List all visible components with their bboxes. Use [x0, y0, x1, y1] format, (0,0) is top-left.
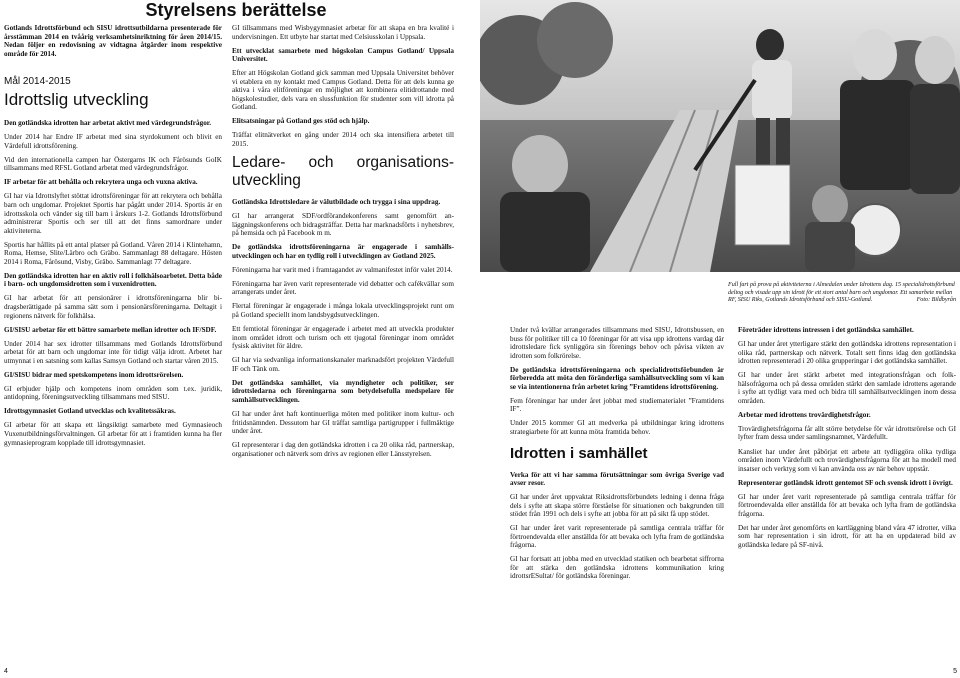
paragraph: Efter att Högskolan Gotland gick samman med Uppsala Universitet behöver vi etablera en ny kontakt med Campus Gotland. Detta för att dels kunna ge aktiva i våra elitföreningar en möjlighet att kombinera elitidrottande med högskolestudier, dels vara en slussfunktion för studenter som vill idrotta på Gotland. — [232, 69, 454, 112]
column-1 — [4, 24, 222, 453]
subheading: De gotländska idrottsföreningarna och specialidrottsförbunden är förberedda att möta den föränderliga samhällsutveckling som vi kan se via intentionerna från arbetet kring ”Framtidens idrottsförening. — [510, 365, 724, 391]
paragraph: GI arbetar för att skapa ett långsiktigt samarbete med Gymnasieoch Vuxenutbildningsförvaltningen. GI arbetar för att i framtiden kunna ha fler gymnasieprogram kopplade till idrottsgymnasiet. — [4, 421, 222, 447]
paragraph: GI har under året varit representerade på samtliga centrala träffar för förtroendevalda eller anställda för att bevaka och lyfta fram de gotländska frågorna. — [510, 524, 724, 550]
subheading: Idrottsgymnasiet Gotland utvecklas och kvalitetssäkras. — [4, 407, 176, 416]
paragraph: Kansliet har under året påbörjat ett arbete att tydliggöra olika tydliga områden inom Värdefullt och trovärdighetsfrågorna för att ha modell med insatser och verktyg som vi kan använda oss av när behov uppstår. — [738, 447, 956, 473]
paragraph: GI har under året haft kontinuerliga möten med politiker inom kultur- och fritidsnämnden. Dessutom har GI träffat samtliga partigrupper i fullmäktige under året. — [232, 409, 454, 436]
subheading: Elitsatsningar på Gotland ges stöd och hjälp. — [232, 117, 370, 126]
subheading: Representerar gotländsk idrott gentemot SF och svensk idrott i övrigt. — [738, 478, 953, 487]
intro-text: Gotlands Idrottsförbund och SISU idrottsutbildarna presenterade för årsstämman 2014 en tvåårig verksamhetsinriktning för åren 2014/15. Nedan följer en redovisning av vidtagna åtgärder inom respektive område för 2014. — [4, 24, 222, 58]
paragraph: GI har under året varit representerade på samtliga centrala träffar för förtroendevalda eller anställda för att bevaka och lyfta fram de gotländska frågorna. — [738, 492, 956, 518]
paragraph: Det har under året genomförts en kartläggning bland våra 47 idrotter, vilka som har representation i sin idrott, för att ha en uppdaterad bild av gotländska ledare på SF-nivå. — [738, 523, 956, 549]
section-heading-ledare: Ledare- och organisationsutveckling — [232, 154, 454, 190]
subheading: Den gotländska idrotten har en aktiv roll i folkhälsoarbetet. Detta både i barn- och ungdomsidrotten som i vuxenidrotten. — [4, 271, 222, 289]
page-number-right: 5 — [953, 668, 957, 675]
paragraph: GI har via sedvanliga informationskanaler marknadsfört projekten Värdefull IF och Tänk om. — [232, 356, 454, 373]
paragraph: GI tillsammans med Wisbygymnasiet arbetar för att skapa en bra kvalité i undervisningen. Ett utbyte har startat med Celsiusskolan i Uppsala. — [232, 24, 454, 41]
page-number-left: 4 — [4, 668, 8, 675]
subheading: GI/SISU bidrar med spetskompetens inom idrottsrörelsen. — [4, 370, 184, 379]
column-2 — [232, 24, 454, 464]
section-heading-idrotten: Idrotten i samhället — [510, 444, 648, 462]
subheading: GI/SISU arbetar för ett bättre samarbete mellan idrotter och IF/SDF. — [4, 325, 217, 334]
subheading: Den gotländska idrotten har arbetat aktivt med värdegrundsfrågor. — [4, 119, 212, 128]
subheading: Ett utvecklat samarbete med högskolan Campus Gotland/ Uppsala Universitet. — [232, 46, 454, 64]
column-2-top — [232, 24, 454, 149]
paragraph: GI representerar i dag den gotländska idrotten i ca 20 olika råd, partnerskap, organisationer och nätverk som drivs av regionen eller Länsstyrelsen. — [232, 441, 454, 458]
column-4-body — [738, 326, 956, 549]
column-1-body — [4, 119, 222, 447]
paragraph: Fem föreningar har under året jobbat med studiematerialet ”Framtidens IF”. — [510, 396, 724, 414]
photo-caption — [728, 282, 956, 305]
subheading: Det gotländska samhället, via myndigheter och politiker, ser idrottsledarna och föreningarna som betydelsefulla medspelare för samhällsutvecklingen. — [232, 378, 454, 404]
subheading: De gotländska idrottsföreningarna är engagerade i samhällsutvecklingen och har en tydlig roll i utvecklingen av Gotland 2025. — [232, 243, 454, 260]
paragraph: Under två kvällar arrangerades tillsammans med SISU, Idrottsbussen, en buss för politiker till ca 10 föreningar för att visa upp idrottens vardag där idrottsledare fick synliggöra sin förenings behov och påvisa vikten av idrotten som folkrörelse. — [510, 326, 724, 360]
subheading: Företräder idrottens intressen i det gotländska samhället. — [738, 326, 914, 334]
paragraph: Föreningarna har varit med i framtagandet av valmanifestet inför valet 2014. — [232, 265, 453, 274]
paragraph: Vid den internationella campen har Östergarns IK och Fårösunds GoIK tillsammans med RFSL Gotland arbetat med värdegrundsfrågor. — [4, 155, 222, 173]
paragraph: Trovärdighetsfrågorna får allt större betydelse för vår idrottsrörelse och GI lyfter fram dessa under samlingsnamnet, Värdefullt. — [738, 424, 956, 442]
paragraph: Föreningarna har även varit representerade vid debatter och cafékvällar som arrangerats under året. — [232, 279, 454, 297]
page-header-title: Styrelsens berättelse — [108, 0, 364, 20]
subheading: Verka för att vi har samma förutsättningar som övriga Sverige vad avser resor. — [510, 470, 724, 488]
paragraph: GI har fortsatt att jobba med en utvecklad statiken och bearbetat siffrorna för att stärka den gotländska idrottens kommunikation kring idrottsrESultat/ för gotländska föreningar. — [510, 555, 724, 581]
column-3-top — [510, 326, 724, 437]
photo-collage — [480, 0, 960, 272]
column-3-bottom — [510, 471, 724, 582]
paragraph: GI har under året uppvaktat Riksidrottsförbundets ledning i denna fråga dels i syfte att skapa större förståelse för situationen och bakgrunden till stödet från 1991 och dels i syfte att jobba för att på sikt få upp stödet. — [510, 493, 724, 519]
right-page — [480, 0, 960, 678]
paragraph: Ett femtiotal föreningar är engagerade i arbetet med att utveckla produkter inom området idrott och turism och ett tjugotal föreningar inom området fysisk aktivitet för äldre. — [232, 325, 454, 351]
column-3 — [510, 326, 724, 587]
paragraph: Under 2014 har sex idrotter tillsammans med Gotlands Idrottsförbund arbetat för att barn och ungdomar inte för tidigt välja idrott. Arbetet har utmynnat i en satsning som kallas Samsyn Gotland och startar våren 2015. — [4, 339, 222, 365]
paragraph: GI har arrangerat SDF/ordförandekonferens samt genomfört anläggningskonferens och bidragsträffar. Detta har marknadsförts i nyhetsbrev, på hemsida och på Facebook m m. — [232, 212, 454, 238]
subheading: IF arbetar för att behålla och rekrytera unga och vuxna aktiva. — [4, 178, 198, 187]
subheading: Arbetar med idrottens trovärdighetsfrågor. — [738, 410, 871, 419]
paragraph: GI erbjuder hjälp och kompetens inom områden som t.ex. juridik, antidopning, föreningsutveckling tillsammans med SISU. — [4, 384, 222, 402]
paragraph: GI har under året ytterligare stärkt den gotländska idrottens representation i olika råd, partnerskap och nätverk. Totalt sett finns idag den gotländska idrotten representerad i 20 olika grupperingar i det gotländska samhället. — [738, 340, 956, 366]
paragraph: Under 2014 har Endre IF arbetat med sina styrdokument och blivit en Värdefull idrottsförening. — [4, 133, 222, 150]
paragraph: Flertal föreningar är engagerade i många lokala utvecklingsprojekt runt om på Gotland speciellt inom landsbygdsutvecklingen. — [232, 302, 454, 320]
column-4 — [738, 326, 956, 555]
paragraph: GI har under året stärkt arbetet med integrationsfrågan och folkhälsofrågorna och på dessa områden stärkt den samlade idrottens agerande i syfte att tydligt vara med och bidra till samhällsutvecklingen inom dessa områden. — [738, 371, 956, 405]
section-heading: Idrottslig utveckling — [4, 90, 149, 110]
paragraph: GI har via Idrottslyftet stöttat idrottsföreningar för att rekrytera och behålla barn och ungdomar. Projektet Sportis har pågått under 2014. Sportis är en idrottsskola och vänder sig till barn i årskurs 1-2. Gotlands Idrottsförbund administrerar Sportis och ser till att det finns samordnare under aktiviteterna. — [4, 192, 222, 235]
caption-text: Full fart på prova på aktiviteterna i Almedalen under Idrottens dag. 15 specialidrottsförbund deltog och visade upp sin idrott för ett stort antal barn och ungdomar. Ett samarbete mellan RF, SISU Riks, Gotlands Idrottsförbund och SISU-Gotland. — [728, 282, 955, 304]
paragraph: Under 2015 kommer GI att medverka på utbildningar kring idrottens strategiarbete för att kunna möta framtida behov. — [510, 419, 724, 436]
section-kicker: Mål 2014-2015 — [4, 76, 71, 88]
paragraph: GI har arbetat för att pensionärer i idrottsföreningarna blir bidragsberättigade på samma sätt som i pensionärsföreningarna. Deltagit i regionens nätverk för folkhälsa. — [4, 294, 222, 320]
photo-credit: Foto: Bildbyrån — [916, 297, 956, 304]
subheading: Gotländska Idrottsledare är välutbildade och trygga i sina uppdrag. — [232, 198, 441, 207]
paragraph: Träffat elitnätverket en gång under 2014 och ska intensifiera arbetet till 2015. — [232, 131, 454, 149]
paragraph: Sportis har hållits på ett antal platser på Gotland. Våren 2014 i Klintehamn, Roma, Hemse, Slite/Lärbro och Gräbo. Sammanlagt 88 deltagare. Hösten 2014 i Roma, Fårösund, Visby, Gräbo. Sammanlagt 77 deltagare. — [4, 240, 222, 266]
column-2-bottom — [232, 198, 454, 458]
photo-illustration — [480, 0, 960, 272]
